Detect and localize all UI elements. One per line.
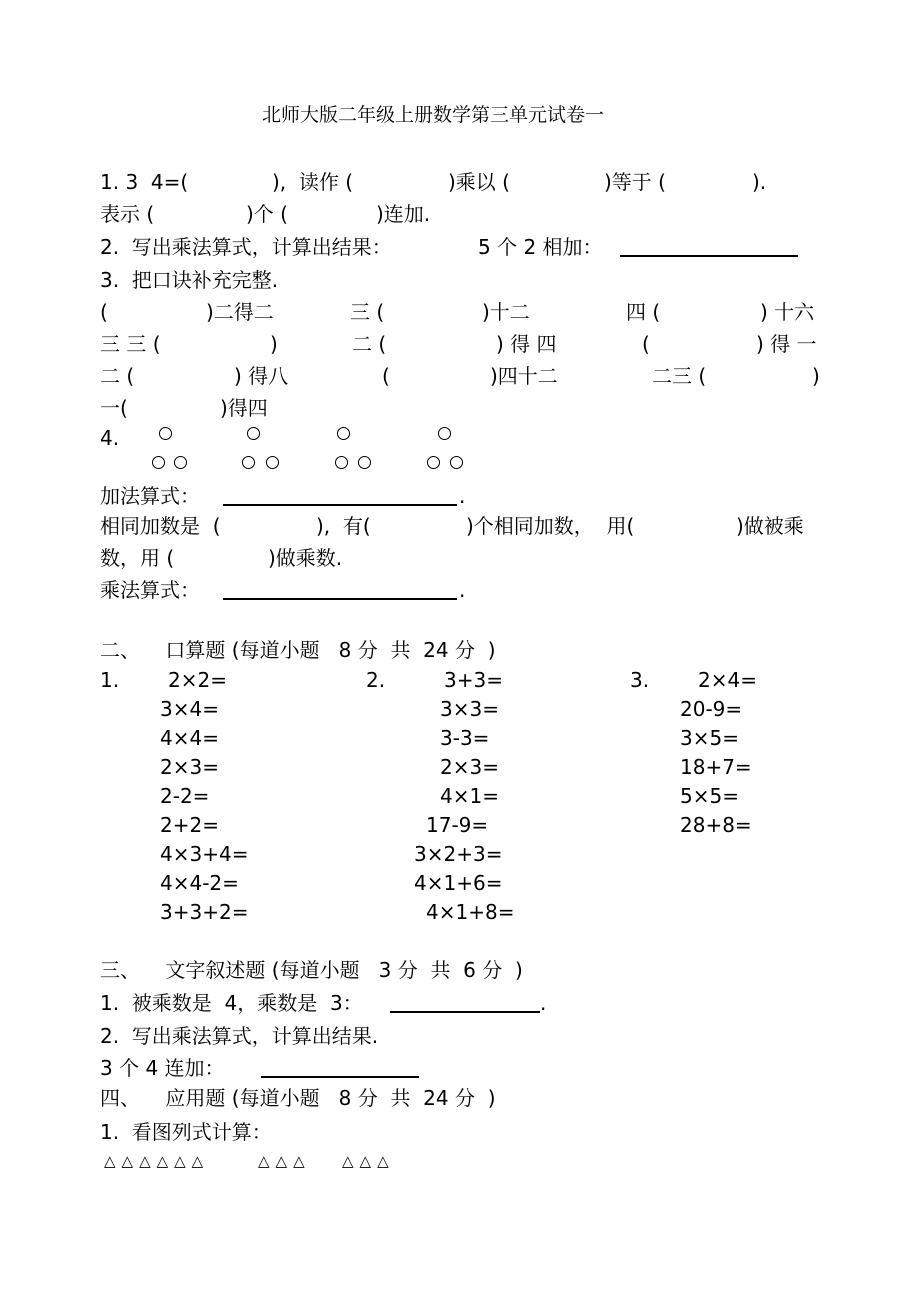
col3-number: 3. <box>630 668 650 692</box>
circle-group3-b1 <box>335 456 348 469</box>
s3-q2-answer-line[interactable] <box>261 1076 419 1078</box>
circle-group4-b1 <box>427 456 440 469</box>
triangle-group-2: △△△ <box>258 1152 311 1170</box>
col1-item: 2×3= <box>160 755 219 779</box>
col2-item: 4×1+6= <box>414 871 503 895</box>
col1-item: 4×4= <box>160 726 219 750</box>
q2-answer-line[interactable] <box>620 255 798 257</box>
q3-r1-c1b: )二得二 <box>206 300 274 324</box>
q3-r2-c1b: ) <box>270 332 278 356</box>
circle-group4-b2 <box>450 456 463 469</box>
col1-item: 2×2= <box>168 668 227 692</box>
s3-q1-end: . <box>540 991 547 1015</box>
col2-number: 2. <box>366 668 386 692</box>
col1-item: 2-2= <box>160 784 210 808</box>
circle-group2-b1 <box>242 456 255 469</box>
col2-item: 3×3= <box>440 697 499 721</box>
col2-item: 3-3= <box>440 726 490 750</box>
q3-r1-c3b: ) 十六 <box>760 300 815 324</box>
q4-number: 4. <box>100 426 120 450</box>
col3-item: 5×5= <box>680 784 739 808</box>
col1-item: 3×4= <box>160 697 219 721</box>
q3-r1-c2b: )十二 <box>482 300 530 324</box>
circle-group1-b1 <box>152 456 165 469</box>
col2-item: 4×1= <box>440 784 499 808</box>
triangle-group-3: △△△ <box>342 1152 395 1170</box>
q3-r1-c2a: 三 ( <box>350 300 385 324</box>
same-addend-d: )做被乘 <box>736 514 804 538</box>
q3-title: 3. 把口诀补充完整. <box>100 268 279 292</box>
col3-item: 3×5= <box>680 726 739 750</box>
q3-r3-c3a: 二三 ( <box>652 364 707 388</box>
circle-group3-top <box>337 427 350 440</box>
same-addend-c: )个相同加数， 用( <box>466 514 635 538</box>
col3-item: 18+7= <box>680 755 752 779</box>
q3-r2-c2b: ) 得 四 <box>496 332 557 356</box>
col3-item: 20-9= <box>680 697 743 721</box>
q3-r1-c3a: 四 ( <box>626 300 661 324</box>
col2-item: 3+3= <box>444 668 503 692</box>
q3-r3-c1a: 二 ( <box>100 364 135 388</box>
add-formula-line[interactable] <box>223 504 457 506</box>
q1-line2-b: )个 ( <box>246 202 288 226</box>
col1-item: 4×4-2= <box>160 871 239 895</box>
q1-part-d: )等于 ( <box>604 170 666 194</box>
q3-r2-c3b: ) 得 一 <box>756 332 817 356</box>
q3-r2-c2a: 二 ( <box>352 332 387 356</box>
same-addend-b: ), 有( <box>316 514 371 538</box>
q3-r3-c2a: ( <box>382 364 390 388</box>
q3-r3-c3b: ) <box>812 364 820 388</box>
add-formula-dot: . <box>459 484 466 508</box>
q3-r3-c1b: ) 得八 <box>234 364 289 388</box>
multiplier-b: )做乘数. <box>268 546 343 570</box>
s4-q1: 1. 看图列式计算： <box>100 1120 272 1144</box>
s3-q1: 1. 被乘数是 4，乘数是 3： <box>100 991 363 1015</box>
circle-group2-top <box>247 427 260 440</box>
circle-group3-b2 <box>358 456 371 469</box>
section4-heading: 四、 应用题 (每道小题 8 分 共 24 分 ) <box>100 1086 496 1110</box>
section2-heading: 二、 口算题 (每道小题 8 分 共 24 分 ) <box>100 638 496 662</box>
add-formula-label: 加法算式： <box>100 484 200 508</box>
mul-formula-line[interactable] <box>223 598 457 600</box>
circle-group2-b2 <box>266 456 279 469</box>
col2-item: 3×2+3= <box>414 842 503 866</box>
mul-formula-dot: . <box>459 578 466 602</box>
q1-part-c: )乘以 ( <box>448 170 510 194</box>
triangle-group-1: △△△△△△ <box>104 1152 210 1170</box>
q3-r4-c1a: 一( <box>100 396 128 420</box>
q1-part-a: 1. 3 4=( <box>100 170 189 194</box>
multiplier-a: 数，用 ( <box>100 546 175 570</box>
col2-item: 17-9= <box>426 813 489 837</box>
q1-line2-a: 表示 ( <box>100 202 155 226</box>
page-title: 北师大版二年级上册数学第三单元试卷一 <box>262 104 605 126</box>
q2-text: 2. 写出乘法算式，计算出结果： <box>100 235 392 259</box>
q3-r2-c3a: ( <box>642 332 650 356</box>
q3-r3-c2b: )四十二 <box>490 364 558 388</box>
q2-prompt: 5 个 2 相加： <box>478 235 603 259</box>
q3-r4-c1b: )得四 <box>220 396 268 420</box>
circle-group1-top <box>159 427 172 440</box>
circle-group1-b2 <box>174 456 187 469</box>
q1-part-b: ), 读作 ( <box>272 170 354 194</box>
s3-q2: 2. 写出乘法算式，计算出结果. <box>100 1024 379 1048</box>
s3-q1-answer-line[interactable] <box>390 1011 540 1013</box>
col1-item: 4×3+4= <box>160 842 249 866</box>
col2-item: 4×1+8= <box>426 900 515 924</box>
col3-item: 2×4= <box>698 668 757 692</box>
col1-item: 3+3+2= <box>160 900 249 924</box>
col1-item: 2+2= <box>160 813 219 837</box>
col1-number: 1. <box>100 668 120 692</box>
col2-item: 2×3= <box>440 755 499 779</box>
q3-r1-c1a: ( <box>100 300 108 324</box>
q1-part-e: ). <box>752 170 767 194</box>
s3-q2-prompt: 3 个 4 连加： <box>100 1056 225 1080</box>
same-addend-a: 相同加数是 ( <box>100 514 221 538</box>
mul-formula-label: 乘法算式： <box>100 578 200 602</box>
section3-heading: 三、 文字叙述题 (每道小题 3 分 共 6 分 ) <box>100 958 523 982</box>
col3-item: 28+8= <box>680 813 752 837</box>
q3-r2-c1a: 三 三 ( <box>100 332 161 356</box>
q1-line2-c: )连加. <box>376 202 431 226</box>
circle-group4-top <box>438 427 451 440</box>
